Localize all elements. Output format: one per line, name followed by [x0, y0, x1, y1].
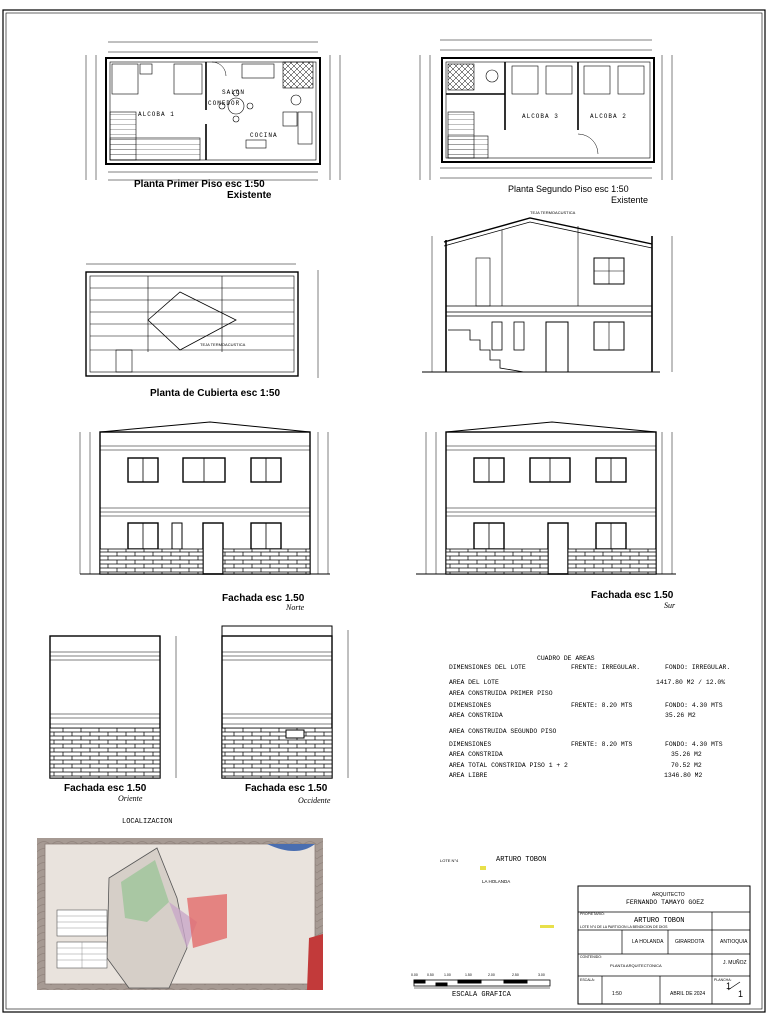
second-area-value: 35.26 M2: [671, 751, 702, 758]
location-photo: [37, 838, 323, 990]
sheet-total: 1: [738, 989, 744, 999]
lot-owner-name: ARTURO TOBON: [496, 856, 547, 864]
first-depth: FONDO: 4.30 MTS: [665, 702, 723, 709]
room-label-alcoba-1: ALCOBA 1: [138, 111, 175, 118]
second-floor-subtitle: Existente: [611, 195, 649, 205]
first-floor-plan: [86, 42, 340, 180]
room-label-alcoba-3: ALCOBA 3: [522, 113, 559, 120]
content: PLANTA ARQUITECTONICA: [610, 963, 662, 968]
first-floor-subtitle: Existente: [227, 190, 272, 201]
municipio: GIRARDOTA: [675, 939, 705, 945]
scale-value: 1:50: [612, 991, 622, 997]
highlight-mark: [540, 925, 554, 928]
scale-tick: 1.50: [465, 973, 472, 977]
first-area-label: AREA CONSTRIDA: [449, 712, 503, 719]
second-depth: FONDO: 4.30 MTS: [665, 741, 723, 748]
facade-sur-subtitle: Sur: [664, 601, 676, 610]
facade-norte-subtitle: Norte: [286, 603, 305, 612]
free-area-value: 1346.80 M2: [664, 772, 703, 779]
second-area-label: AREA CONSTRIDA: [449, 751, 503, 758]
lot-dims-label: DIMENSIONES DEL LOTE: [449, 664, 526, 671]
roof-plan: [86, 264, 318, 378]
facade-norte-title: Fachada esc 1.50: [222, 593, 305, 604]
scale-tick: 3.00: [538, 973, 545, 977]
sheet-number: 1: [726, 981, 732, 991]
roof-note: TEJA TERMOACUSTICA: [200, 342, 246, 347]
facade-occidente-title: Fachada esc 1.50: [245, 783, 328, 794]
facade-sur-title: Fachada esc 1.50: [591, 590, 674, 601]
second-floor-title: Planta Segundo Piso esc 1:50: [508, 184, 629, 194]
lote-label: LOTE N°4: [440, 858, 459, 863]
sheet-role: PLANCHA:: [714, 978, 732, 982]
scale-bar: [414, 980, 550, 988]
facade-norte: [80, 422, 330, 574]
scale-tick: 2.00: [488, 973, 495, 977]
architect-role: ARQUITECTO: [652, 892, 685, 898]
scale-tick: 2.50: [512, 973, 519, 977]
total-area-value: 70.52 M2: [671, 762, 702, 769]
scale-bar-label: ESCALA GRAFICA: [452, 991, 511, 999]
free-area-label: AREA LIBRE: [449, 772, 488, 779]
project-description: LOTE N°4 DE LA PARTICION LA BENDICION DE DIOS: [580, 925, 668, 929]
first-dims-label: DIMENSIONES: [449, 702, 492, 709]
areas-title: CUADRO DE AREAS: [537, 655, 595, 662]
second-dims-label: DIMENSIONES: [449, 741, 492, 748]
scale-tick: 0.50: [427, 973, 434, 977]
departamento: ANTIOQUIA: [720, 939, 748, 945]
roof-plan-title: Planta de Cubierta esc 1:50: [150, 388, 281, 399]
content-role: CONTENIDO:: [580, 955, 602, 959]
highlight-mark: [480, 866, 486, 870]
second-floor-plan: [420, 40, 672, 180]
total-area-label: AREA TOTAL CONSTRIDA PISO 1 + 2: [449, 762, 568, 769]
lot-place: LA HOLANDA: [482, 879, 511, 884]
location-label: LOCALIZACION: [122, 818, 173, 826]
lot-area-label: AREA DEL LOTE: [449, 679, 499, 686]
facade-oriente-subtitle: Oriente: [118, 794, 143, 803]
owner-name: ARTURO TOBON: [634, 917, 685, 925]
room-label-alcoba-2: ALCOBA 2: [590, 113, 627, 120]
lot-area-value: 1417.80 M2 / 12.0%: [656, 679, 726, 686]
architect-name: FERNANDO TAMAYO GOEZ: [626, 899, 705, 906]
first-area-value: 35.26 M2: [665, 712, 696, 719]
room-label-cocina: COCINA: [250, 132, 278, 139]
first-floor-title: Planta Primer Piso esc 1:50: [134, 179, 265, 190]
second-front: FRENTE: 8.20 MTS: [571, 741, 633, 748]
section-note: TEJA TERMOACUSTICA: [530, 210, 576, 215]
lot-front: FRENTE: IRREGULAR.: [571, 664, 641, 671]
section-drawing: [422, 218, 672, 372]
scale-tick: 0.00: [411, 973, 418, 977]
scale-tick: 1.00: [444, 973, 451, 977]
facade-sur: [416, 422, 676, 574]
first-front: FRENTE: 8.20 MTS: [571, 702, 633, 709]
facade-oriente-title: Fachada esc 1.50: [64, 783, 147, 794]
owner-role: PROPIETARIO:: [580, 912, 605, 916]
vereda: LA HOLANDA: [632, 939, 664, 945]
date: ABRIL DE 2024: [670, 991, 706, 997]
lot-depth: FONDO: IRREGULAR.: [665, 664, 731, 671]
facade-oriente: [50, 636, 176, 778]
facade-occidente-subtitle: Occidente: [298, 796, 331, 805]
first-floor-area-label: AREA CONSTRUIDA PRIMER PISO: [449, 690, 553, 697]
room-label-salon: SALON: [222, 89, 246, 96]
scale-role: ESCALA:: [580, 978, 595, 982]
second-floor-area-label: AREA CONSTRUIDA SEGUNDO PISO: [449, 728, 557, 735]
facade-occidente: [222, 626, 348, 778]
room-label-comedor: COMEDOR: [208, 100, 241, 107]
drafter: J. MUÑOZ: [723, 960, 747, 966]
